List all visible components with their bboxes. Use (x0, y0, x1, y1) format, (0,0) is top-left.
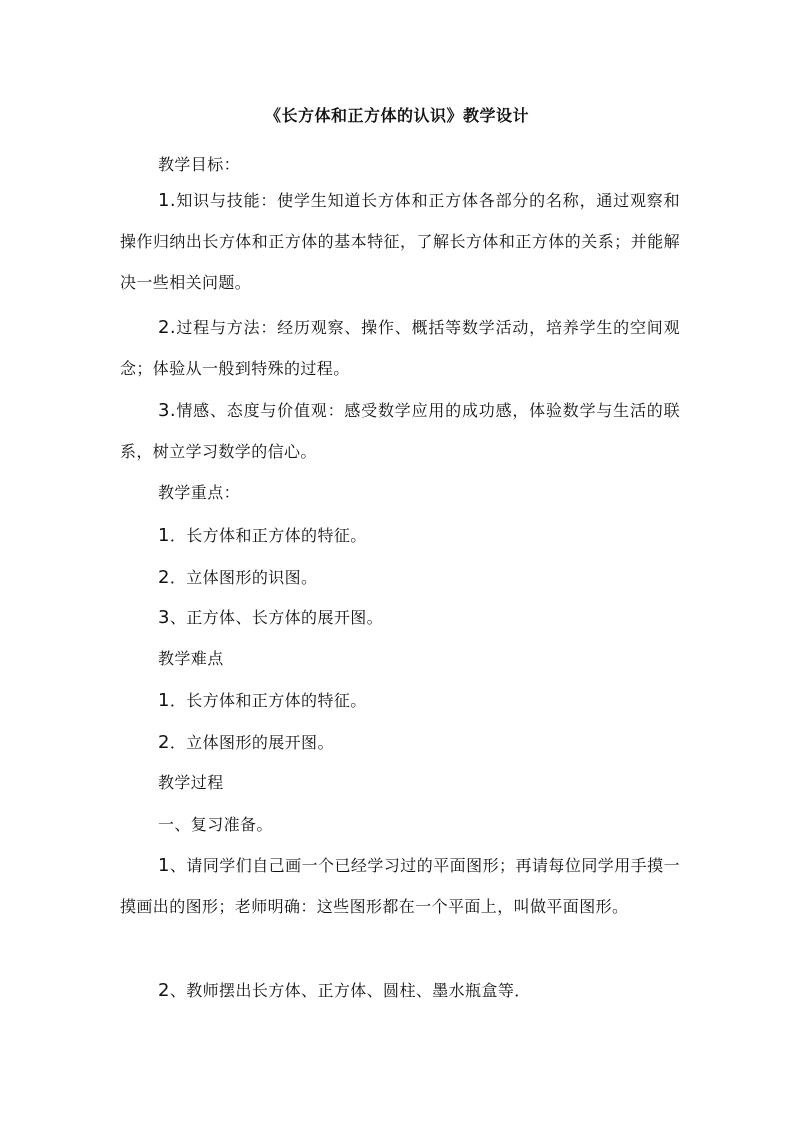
key-point-1 (120, 515, 680, 556)
key-point-3 (120, 597, 680, 638)
section-review: 一、复习准备。 (158, 815, 273, 834)
goal-1-text: 知识与技能：使学生知道长方体和正方体各部分的名称，通过观察和操作归纳出长方体和正方体的基本特征，了解长方体和正方体的关系；并能解决一些相关问题。 (120, 191, 680, 292)
step-2 (120, 970, 680, 1011)
difficult-point-2 (120, 722, 680, 763)
document-title: 《长方体和正方体的认识》教学设计 (264, 106, 529, 125)
key-point-2 (120, 557, 680, 598)
difficult-point-2-number: 2 (158, 732, 170, 753)
goal-3 (120, 390, 680, 472)
goal-2-number: 2. (158, 317, 176, 338)
difficult-points-heading: 教学难点 (158, 649, 224, 668)
difficult-point-1-text: ．长方体和正方体的特征。 (169, 691, 367, 710)
key-point-2-text: ．立体图形的识图。 (169, 568, 318, 587)
key-point-3-text: 、正方体、长方体的展开图。 (169, 608, 384, 627)
difficult-point-2-text: ．立体图形的展开图。 (169, 733, 334, 752)
difficult-point-1-number: 1 (158, 690, 170, 711)
key-points-heading: 教学重点： (158, 483, 241, 502)
goal-3-text: 情感、态度与价值观：感受数学应用的成功感，体验数学与生活的联系，树立学习数学的信心。 (120, 401, 680, 461)
goal-2 (120, 307, 680, 389)
goal-1-number: 1. (158, 190, 176, 211)
step-2-number: 2 (158, 980, 170, 1001)
step-2-text: 、教师摆出长方体、正方体、圆柱、墨水瓶盒等． (169, 981, 531, 1000)
goals-heading: 教学目标： (158, 155, 241, 174)
key-point-2-number: 2 (158, 567, 170, 588)
step-1 (120, 845, 680, 927)
process-heading: 教学过程 (158, 773, 224, 792)
key-point-1-number: 1 (158, 525, 170, 546)
step-1-text: 、请同学们自己画一个已经学习过的平面图形；再请每位同学用手摸一摸画出的图形；老师明确：这些图形都在一个平面上，叫做平面图形。 (120, 856, 680, 916)
key-point-3-number: 3 (158, 607, 170, 628)
goal-3-number: 3. (158, 400, 176, 421)
goal-1 (120, 180, 680, 303)
step-1-number: 1 (158, 855, 170, 876)
key-point-1-text: ．长方体和正方体的特征。 (169, 526, 367, 545)
goal-2-text: 过程与方法：经历观察、操作、概括等数学活动，培养学生的空间观念；体验从一般到特殊的过程。 (120, 318, 680, 378)
difficult-point-1 (120, 680, 680, 721)
